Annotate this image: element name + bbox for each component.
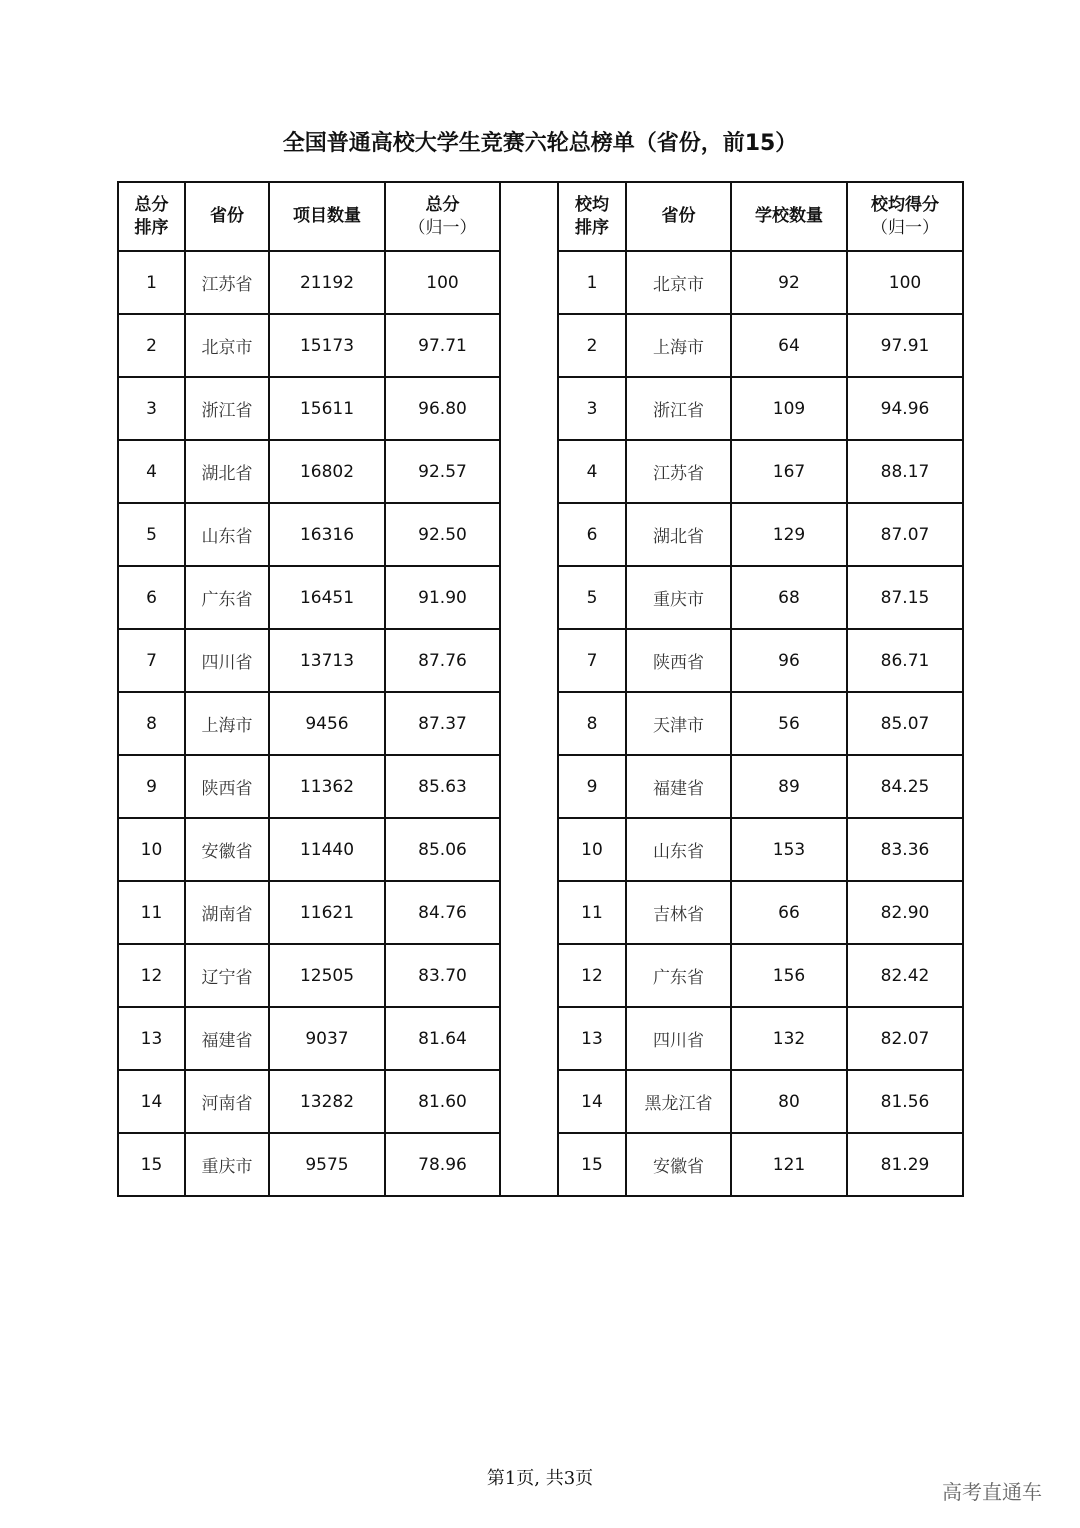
cell-province-right: 黑龙江省: [626, 1070, 731, 1133]
header-text: 校均得分: [871, 194, 939, 215]
table-row: [118, 692, 963, 755]
cell-avg-score: 87.15: [847, 566, 963, 629]
header-text: 排序: [134, 217, 169, 238]
header-text: （归一）: [408, 217, 477, 238]
cell-total-score: 85.06: [385, 818, 500, 881]
cell-total-rank: 4: [118, 440, 185, 503]
cell-total-score: 97.71: [385, 314, 500, 377]
cell-gap-column: [500, 1007, 558, 1070]
cell-total-rank: 5: [118, 503, 185, 566]
cell-total-score: 91.90: [385, 566, 500, 629]
header-text: 校均: [575, 194, 609, 215]
cell-province: 重庆市: [185, 1133, 269, 1196]
cell-province: 四川省: [185, 629, 269, 692]
cell-project-count: 11362: [269, 755, 385, 818]
cell-total-score: 92.50: [385, 503, 500, 566]
cell-avg-score: 82.07: [847, 1007, 963, 1070]
cell-school-count: 156: [731, 944, 847, 1007]
cell-school-count: 167: [731, 440, 847, 503]
cell-school-count: 109: [731, 377, 847, 440]
table-row: [118, 755, 963, 818]
cell-gap-column: [500, 377, 558, 440]
cell-avg-score: 84.25: [847, 755, 963, 818]
cell-school-count: 121: [731, 1133, 847, 1196]
cell-gap-column: [500, 566, 558, 629]
ranking-table: [117, 181, 964, 1197]
cell-province-right: 湖北省: [626, 503, 731, 566]
cell-total-score: 87.76: [385, 629, 500, 692]
cell-avg-score: 86.71: [847, 629, 963, 692]
cell-avg-score: 85.07: [847, 692, 963, 755]
cell-avg-rank: 6: [558, 503, 626, 566]
cell-province-right: 四川省: [626, 1007, 731, 1070]
cell-total-score: 81.64: [385, 1007, 500, 1070]
cell-school-count: 92: [731, 251, 847, 314]
table-row: [118, 944, 963, 1007]
cell-school-count: 68: [731, 566, 847, 629]
table-row: [118, 1007, 963, 1070]
cell-avg-score: 81.56: [847, 1070, 963, 1133]
cell-gap-column: [500, 314, 558, 377]
cell-avg-rank: 8: [558, 692, 626, 755]
cell-total-rank: 2: [118, 314, 185, 377]
cell-province: 江苏省: [185, 251, 269, 314]
cell-project-count: 12505: [269, 944, 385, 1007]
cell-avg-score: 100: [847, 251, 963, 314]
cell-total-rank: 1: [118, 251, 185, 314]
watermark: 高考直通车: [942, 1480, 1042, 1504]
cell-province-right: 山东省: [626, 818, 731, 881]
cell-project-count: 15173: [269, 314, 385, 377]
cell-province-right: 重庆市: [626, 566, 731, 629]
header-total-rank: [118, 182, 185, 251]
cell-avg-rank: 9: [558, 755, 626, 818]
cell-gap-column: [500, 1070, 558, 1133]
cell-gap-column: [500, 881, 558, 944]
table-row: [118, 440, 963, 503]
cell-province: 上海市: [185, 692, 269, 755]
cell-avg-rank: 1: [558, 251, 626, 314]
cell-avg-rank: 12: [558, 944, 626, 1007]
header-province-right: 省份: [626, 182, 731, 251]
cell-school-count: 153: [731, 818, 847, 881]
cell-total-score: 100: [385, 251, 500, 314]
cell-province: 山东省: [185, 503, 269, 566]
table-row: [118, 1133, 963, 1196]
cell-school-count: 89: [731, 755, 847, 818]
cell-province-right: 上海市: [626, 314, 731, 377]
cell-total-score: 78.96: [385, 1133, 500, 1196]
header-text: 总分: [134, 194, 169, 215]
header-project-count: 项目数量: [269, 182, 385, 251]
cell-total-rank: 11: [118, 881, 185, 944]
cell-project-count: 15611: [269, 377, 385, 440]
cell-project-count: 13713: [269, 629, 385, 692]
cell-avg-rank: 7: [558, 629, 626, 692]
cell-project-count: 21192: [269, 251, 385, 314]
cell-avg-rank: 11: [558, 881, 626, 944]
cell-total-rank: 14: [118, 1070, 185, 1133]
cell-avg-score: 81.29: [847, 1133, 963, 1196]
cell-avg-score: 87.07: [847, 503, 963, 566]
header-total-score: [385, 182, 500, 251]
cell-total-rank: 7: [118, 629, 185, 692]
cell-project-count: 16316: [269, 503, 385, 566]
cell-project-count: 16802: [269, 440, 385, 503]
cell-avg-score: 94.96: [847, 377, 963, 440]
cell-total-rank: 13: [118, 1007, 185, 1070]
cell-province-right: 广东省: [626, 944, 731, 1007]
cell-project-count: 9575: [269, 1133, 385, 1196]
cell-total-rank: 3: [118, 377, 185, 440]
cell-province-right: 安徽省: [626, 1133, 731, 1196]
table-row: [118, 503, 963, 566]
table-row: [118, 1070, 963, 1133]
gap-column: [500, 182, 558, 251]
cell-total-score: 84.76: [385, 881, 500, 944]
cell-total-score: 85.63: [385, 755, 500, 818]
cell-avg-rank: 15: [558, 1133, 626, 1196]
table-row: [118, 377, 963, 440]
cell-province: 湖北省: [185, 440, 269, 503]
cell-gap-column: [500, 692, 558, 755]
cell-province-right: 浙江省: [626, 377, 731, 440]
page-title: 全国普通高校大学生竞赛六轮总榜单（省份，前15）: [282, 131, 798, 156]
cell-avg-rank: 5: [558, 566, 626, 629]
cell-avg-rank: 10: [558, 818, 626, 881]
cell-province-right: 吉林省: [626, 881, 731, 944]
cell-gap-column: [500, 755, 558, 818]
header-school-count: 学校数量: [731, 182, 847, 251]
cell-school-count: 96: [731, 629, 847, 692]
cell-project-count: 9037: [269, 1007, 385, 1070]
header-avg-score: [847, 182, 963, 251]
cell-school-count: 64: [731, 314, 847, 377]
cell-school-count: 56: [731, 692, 847, 755]
cell-gap-column: [500, 503, 558, 566]
cell-province: 北京市: [185, 314, 269, 377]
cell-school-count: 66: [731, 881, 847, 944]
cell-province: 广东省: [185, 566, 269, 629]
cell-province-right: 陕西省: [626, 629, 731, 692]
table-row: [118, 251, 963, 314]
cell-project-count: 16451: [269, 566, 385, 629]
table-row: [118, 818, 963, 881]
cell-school-count: 80: [731, 1070, 847, 1133]
cell-project-count: 11440: [269, 818, 385, 881]
cell-total-score: 83.70: [385, 944, 500, 1007]
table-row: [118, 314, 963, 377]
cell-avg-rank: 13: [558, 1007, 626, 1070]
header-province: 省份: [185, 182, 269, 251]
cell-province-right: 福建省: [626, 755, 731, 818]
cell-project-count: 11621: [269, 881, 385, 944]
cell-gap-column: [500, 440, 558, 503]
cell-province: 福建省: [185, 1007, 269, 1070]
cell-avg-score: 82.90: [847, 881, 963, 944]
cell-province: 浙江省: [185, 377, 269, 440]
cell-total-rank: 8: [118, 692, 185, 755]
cell-avg-score: 83.36: [847, 818, 963, 881]
cell-total-score: 87.37: [385, 692, 500, 755]
cell-avg-score: 82.42: [847, 944, 963, 1007]
cell-total-rank: 10: [118, 818, 185, 881]
cell-total-rank: 15: [118, 1133, 185, 1196]
cell-province-right: 北京市: [626, 251, 731, 314]
header-text: （归一）: [871, 217, 939, 238]
cell-province: 辽宁省: [185, 944, 269, 1007]
cell-total-rank: 6: [118, 566, 185, 629]
cell-province: 湖南省: [185, 881, 269, 944]
cell-avg-score: 88.17: [847, 440, 963, 503]
table-row: [118, 881, 963, 944]
cell-total-score: 81.60: [385, 1070, 500, 1133]
table-row: [118, 629, 963, 692]
cell-gap-column: [500, 1133, 558, 1196]
cell-total-rank: 9: [118, 755, 185, 818]
cell-avg-rank: 3: [558, 377, 626, 440]
table-header: [118, 182, 963, 251]
cell-school-count: 129: [731, 503, 847, 566]
cell-avg-score: 97.91: [847, 314, 963, 377]
cell-province: 河南省: [185, 1070, 269, 1133]
cell-province: 陕西省: [185, 755, 269, 818]
cell-project-count: 13282: [269, 1070, 385, 1133]
cell-gap-column: [500, 629, 558, 692]
cell-total-score: 96.80: [385, 377, 500, 440]
cell-total-score: 92.57: [385, 440, 500, 503]
table-row: [118, 566, 963, 629]
cell-school-count: 132: [731, 1007, 847, 1070]
header-avg-rank: [558, 182, 626, 251]
cell-avg-rank: 14: [558, 1070, 626, 1133]
cell-avg-rank: 2: [558, 314, 626, 377]
header-text: 排序: [575, 217, 609, 238]
cell-avg-rank: 4: [558, 440, 626, 503]
cell-province-right: 江苏省: [626, 440, 731, 503]
cell-gap-column: [500, 251, 558, 314]
cell-gap-column: [500, 944, 558, 1007]
cell-project-count: 9456: [269, 692, 385, 755]
cell-province-right: 天津市: [626, 692, 731, 755]
cell-gap-column: [500, 818, 558, 881]
cell-total-rank: 12: [118, 944, 185, 1007]
page-footer: 第1页, 共3页: [486, 1468, 594, 1489]
cell-province: 安徽省: [185, 818, 269, 881]
header-text: 总分: [425, 194, 460, 215]
